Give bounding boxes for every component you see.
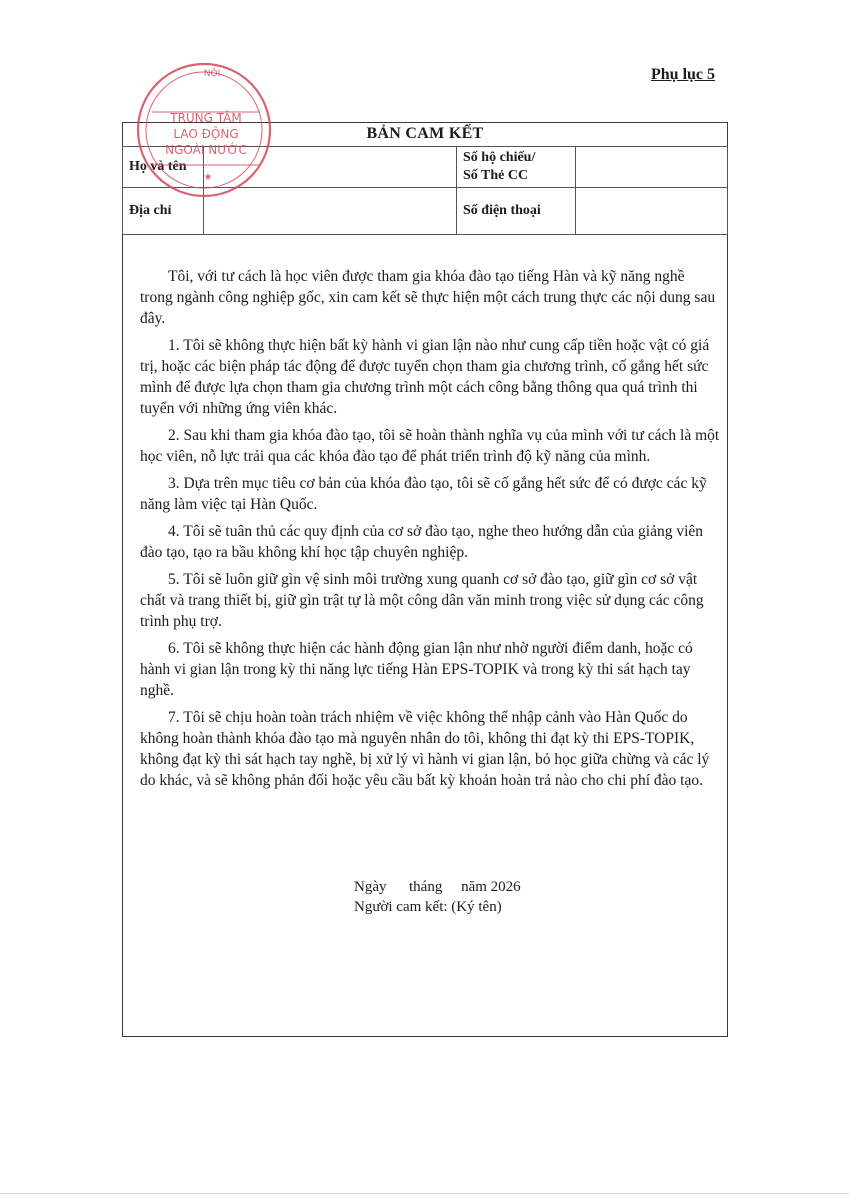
stamp-line-3: NGOÀI NƯỚC	[165, 143, 247, 157]
official-stamp	[132, 60, 282, 210]
stamp-line-2: LAO ĐỘNG	[173, 127, 239, 141]
phone-field[interactable]	[576, 188, 728, 235]
paragraph-2: 2. Sau khi tham gia khóa đào tạo, tôi sẽ hoàn thành nghĩa vụ của mình với tư cách là một học viên, nỗ lực trải qua các khóa đào tạo để phát triển trình độ kỹ năng của mình.	[140, 427, 720, 465]
paragraph-1: 1. Tôi sẽ không thực hiện bất kỳ hành vi gian lận nào như cung cấp tiền hoặc vật có giá trị, hoặc các biện pháp tác động để được tuyển chọn tham gia chương trình, cố gắng hết sức mình để được lựa chọn tham gia chương trình một cách công bằng thông qua quá trình thi tuyển với những ứng viên khác.	[140, 337, 710, 417]
signer-line: Người cam kết: (Ký tên)	[354, 899, 502, 915]
appendix-label: Phụ lục 5	[651, 66, 716, 83]
passport-label-line-1: Số hộ chiếu/	[463, 150, 536, 165]
passport-field[interactable]	[576, 147, 728, 188]
phone-label: Số điện thoại	[457, 188, 576, 235]
stamp-star: ★	[203, 172, 213, 183]
paragraph-6: 6. Tôi sẽ không thực hiện các hành động gian lận như nhờ người điểm danh, hoặc có hành vi gian lận trong kỳ thi năng lực tiếng Hàn EPS-TOPIK và trong kỳ thi sát hạch tay nghề.	[140, 640, 693, 699]
passport-label	[457, 147, 576, 188]
passport-label-line-2: Số Thẻ CC	[463, 168, 529, 183]
paragraph-4: 4. Tôi sẽ tuân thủ các quy định của cơ sở đào tạo, nghe theo hướng dẫn của giảng viên đào tạo, tạo ra bầu không khí học tập chuyên nghiệp.	[140, 523, 704, 561]
paragraph-5: 5. Tôi sẽ luôn giữ gìn vệ sinh môi trường xung quanh cơ sở đào tạo, giữ gìn cơ sở vật chất và trang thiết bị, giữ gìn trật tự là một công dân văn minh trong việc sử dụng các công trình phụ trợ.	[140, 571, 704, 630]
stamp-top-text: NỘI	[203, 69, 221, 79]
name-label: Họ và tên	[123, 147, 204, 188]
document-title: BẢN CAM KẾT	[366, 125, 484, 142]
stamp-line-1: TRUNG TÂM	[170, 111, 242, 125]
paragraph-7: 7. Tôi sẽ chịu hoàn toàn trách nhiệm về việc không thể nhập cảnh vào Hàn Quốc do không hoàn thành khóa đào tạo mà nguyên nhân do tôi, không thi đạt kỳ thi EPS-TOPIK, không đạt kỳ thi sát hạch tay nghề, bị xử lý vì hành vi gian lận, bỏ học giữa chừng và các lý do khác, và sẽ không phản đối hoặc yêu cầu bất kỳ khoản hoàn trả nào cho chi phí đào tạo.	[140, 709, 710, 789]
commitment-body	[140, 266, 720, 797]
signature-block	[354, 877, 521, 917]
scan-edge-line	[0, 1193, 849, 1194]
date-line: Ngày tháng năm 2026	[354, 879, 521, 895]
paragraph-3: 3. Dựa trên mục tiêu cơ bản của khóa đào tạo, tôi sẽ cố gắng hết sức để có được các kỹ năng làm việc tại Hàn Quốc.	[140, 475, 707, 513]
stamp-seal-icon	[132, 60, 282, 210]
paragraph-intro: Tôi, với tư cách là học viên được tham gia khóa đào tạo tiếng Hàn và kỹ năng nghề trong ngành công nghiệp gốc, xin cam kết sẽ thực hiện một cách trung thực các nội dung sau đây.	[140, 268, 716, 327]
address-label: Địa chỉ	[123, 188, 204, 235]
